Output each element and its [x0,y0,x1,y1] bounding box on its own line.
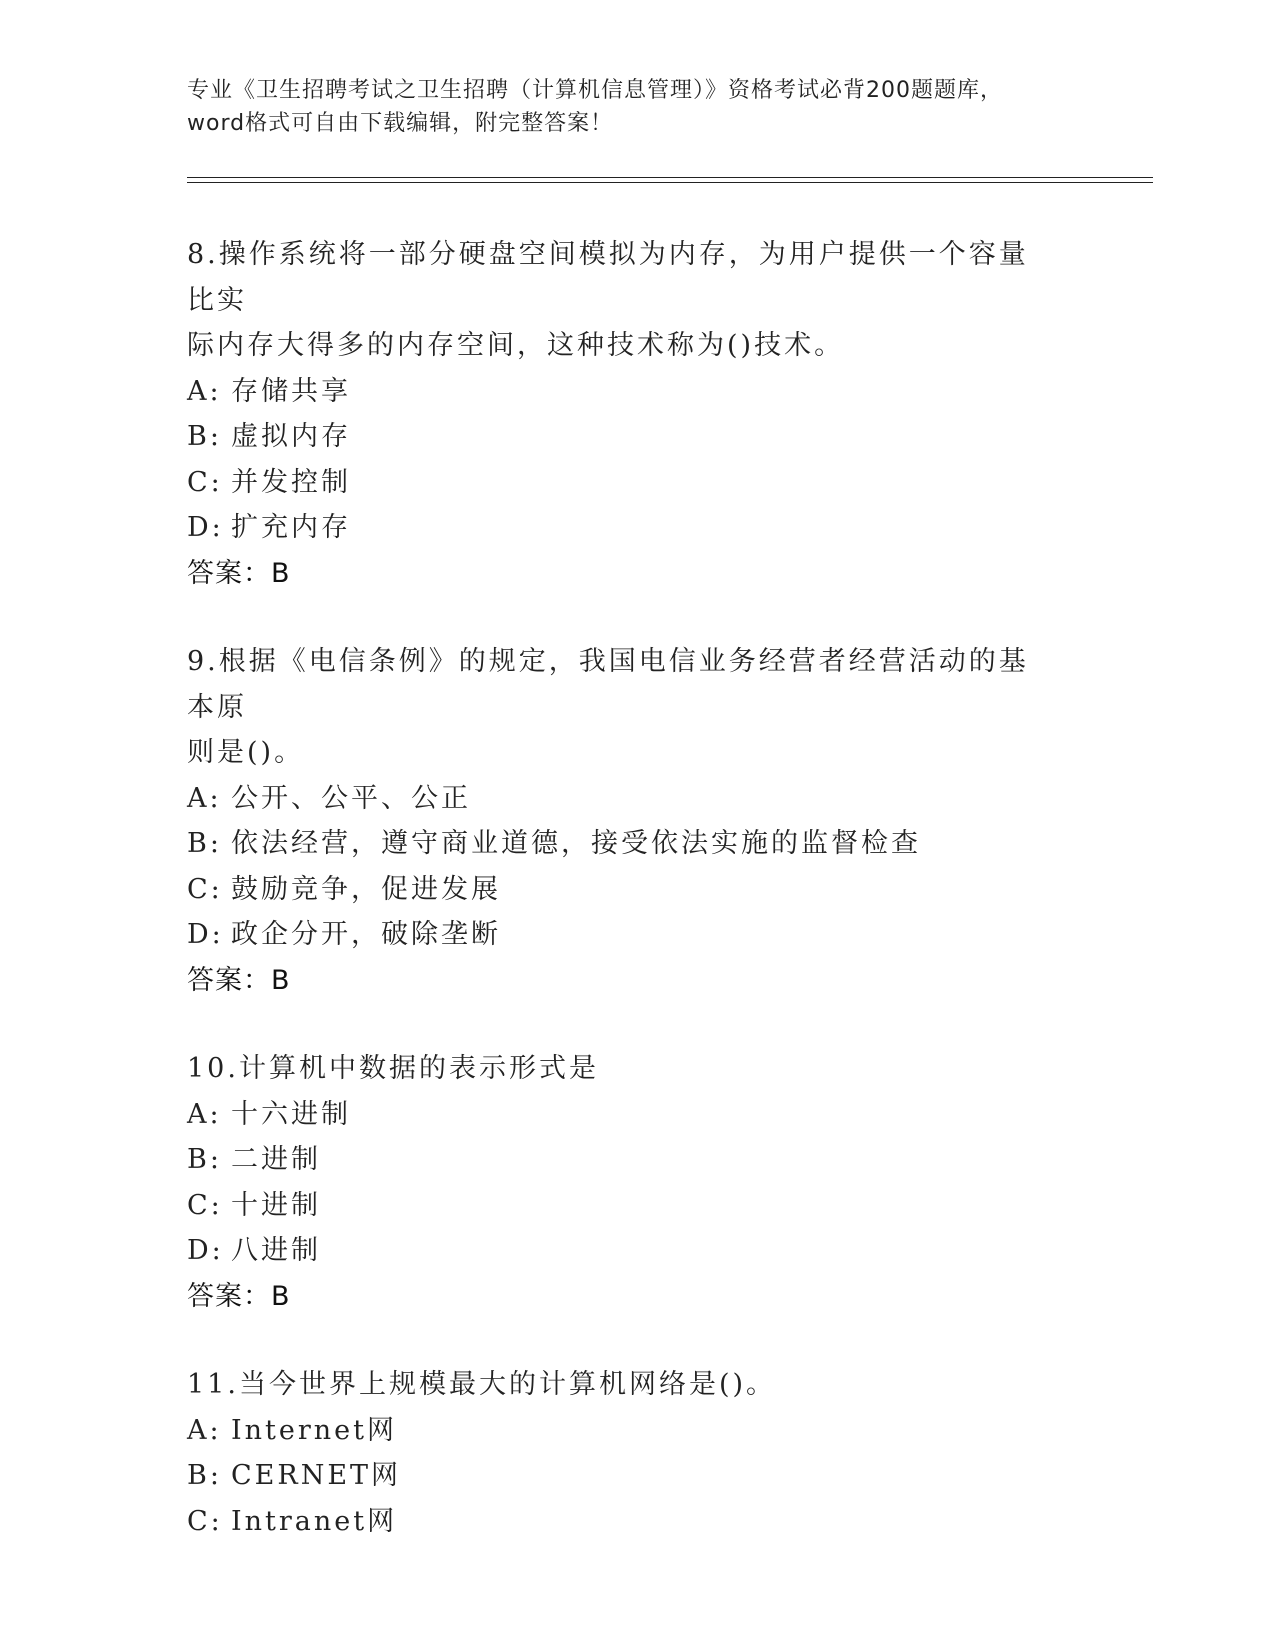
option-a [187,369,1087,415]
option-letter: B: [187,1144,222,1175]
option-text: 并发控制 [231,466,351,498]
option-text: 十进制 [231,1189,321,1221]
question-stem [187,1046,1047,1092]
option-b [187,414,1087,460]
option-text: 十六进制 [231,1098,351,1130]
answer-line: 答案：B [187,1280,291,1312]
option-d [187,912,1087,958]
option-letter: A: [187,375,222,407]
option-letter: C: [187,466,223,498]
option-text: 虚拟内存 [231,421,351,452]
question-8 [187,232,1087,596]
option-letter: D: [187,1235,224,1266]
option-text: 二进制 [231,1144,321,1175]
question-stem-line: 9.根据《电信条例》的规定，我国电信业务经营者经营活动的基本原 [187,646,1029,723]
option-b [187,1453,1087,1499]
header-divider-top [187,177,1153,178]
option-c [187,1183,1087,1229]
option-a [187,776,1087,822]
option-letter: D: [187,919,224,950]
question-9 [187,639,1087,1003]
question-stem-line: 8.操作系统将一部分硬盘空间模拟为内存，为用户提供一个容量比实 [187,239,1029,316]
header-line-2: word格式可自由下载编辑，附完整答案！ [187,111,614,136]
question-stem [187,1362,1047,1408]
option-letter: A: [187,782,222,814]
option-letter: D: [187,512,224,543]
option-text: 存储共享 [231,375,351,407]
option-text: Intranet网 [231,1505,398,1537]
option-letter: B: [187,421,222,452]
question-11 [187,1362,1087,1544]
option-letter: B: [187,828,222,859]
option-d [187,505,1087,551]
option-letter: A: [187,1098,222,1130]
question-stem [187,232,1047,369]
document-header [187,74,1087,140]
question-stem [187,639,1047,776]
option-a [187,1408,1087,1454]
option-text: 依法经营，遵守商业道德，接受依法实施的监督检查 [231,828,921,859]
option-letter: B: [187,1460,222,1491]
question-stem-line: 则是()。 [187,737,305,768]
option-letter: C: [187,873,223,905]
option-b [187,821,1087,867]
option-text: 鼓励竞争，促进发展 [231,873,501,905]
answer-line: 答案：B [187,557,291,589]
option-letter: C: [187,1505,223,1537]
option-letter: A: [187,1414,222,1446]
option-d [187,1228,1087,1274]
option-text: 扩充内存 [231,512,351,543]
option-c [187,867,1087,913]
question-stem-line: 10.计算机中数据的表示形式是 [187,1053,599,1084]
question-stem-line: 际内存大得多的内存空间，这种技术称为()技术。 [187,330,845,361]
header-divider-bottom [187,182,1153,183]
option-text: Internet网 [231,1414,398,1446]
header-line-1: 专业《卫生招聘考试之卫生招聘（计算机信息管理）》资格考试必背200题题库， [187,78,1003,103]
option-text: CERNET网 [231,1460,402,1491]
answer-line: 答案：B [187,964,291,996]
option-c [187,1499,1087,1545]
option-text: 八进制 [231,1235,321,1266]
option-b [187,1137,1087,1183]
option-text: 政企分开，破除垄断 [231,919,501,950]
option-a [187,1092,1087,1138]
question-list [187,232,1087,1587]
option-c [187,460,1087,506]
option-letter: C: [187,1189,223,1221]
option-text: 公开、公平、公正 [231,782,471,814]
question-stem-line: 11.当今世界上规模最大的计算机网络是()。 [187,1369,777,1400]
question-10 [187,1046,1087,1319]
